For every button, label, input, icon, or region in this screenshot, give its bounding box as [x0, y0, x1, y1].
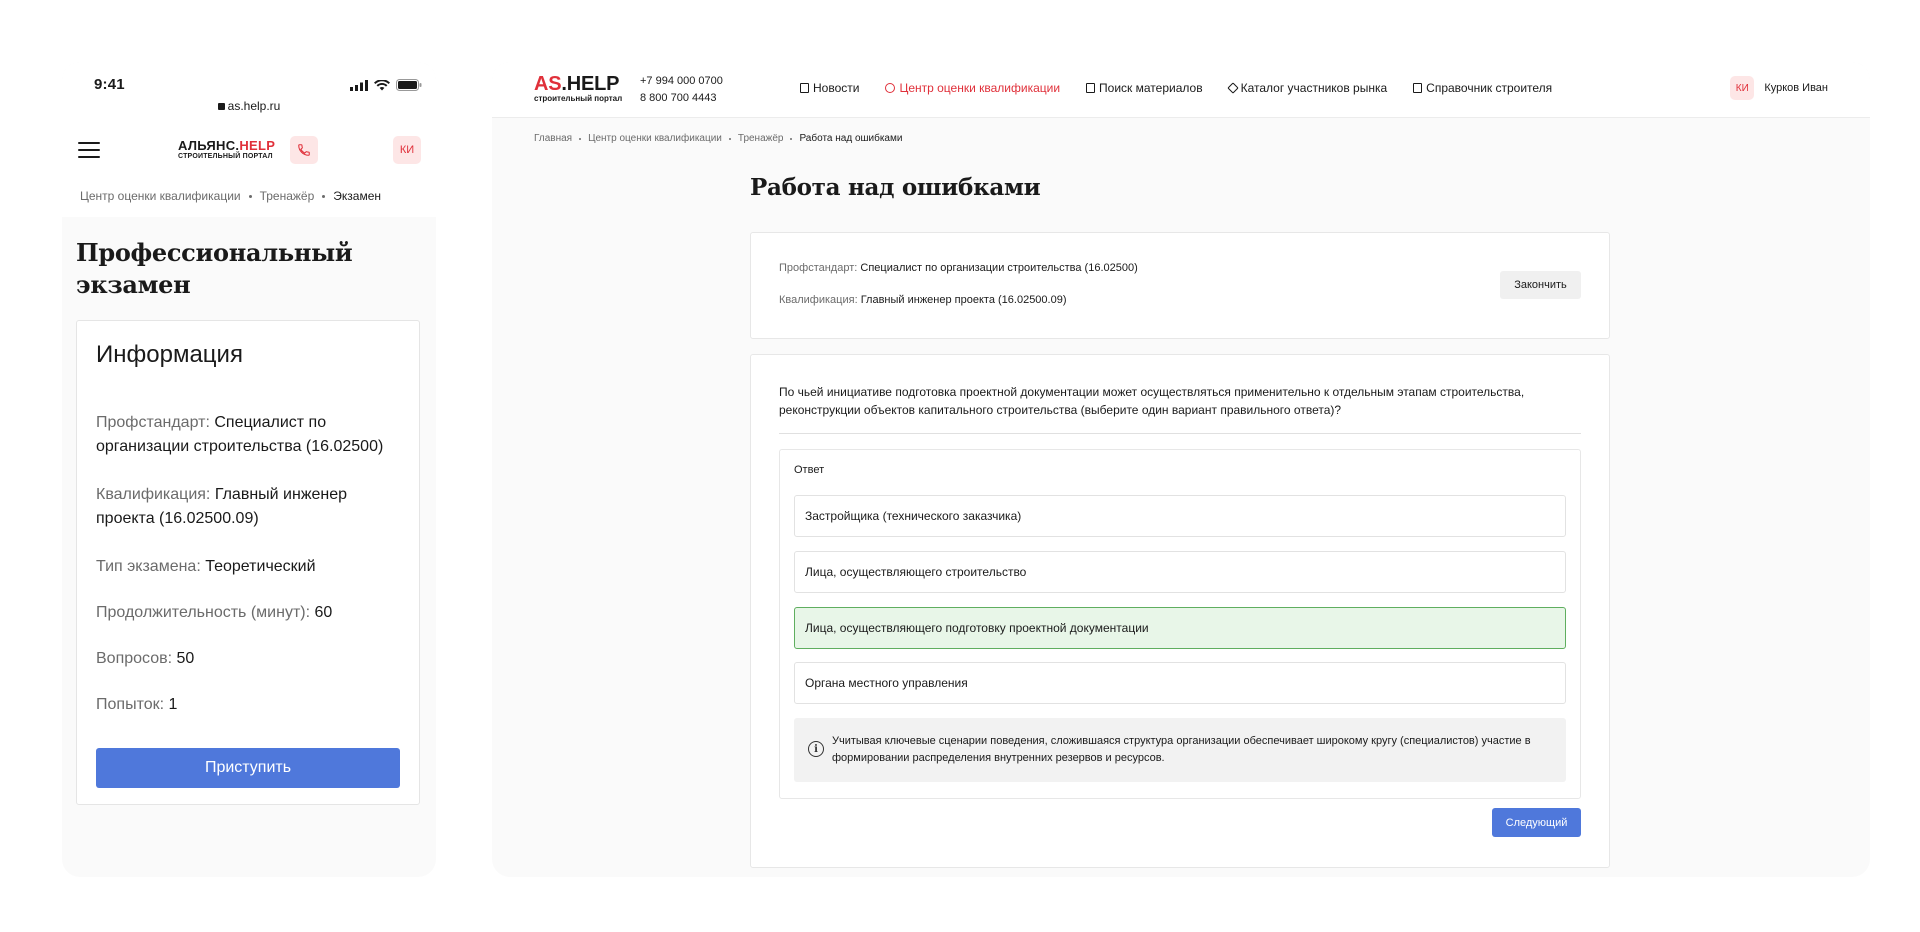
breadcrumb-current: Экзамен [333, 189, 382, 203]
field-label: Продолжительность (минут): [96, 604, 311, 621]
hint-text: Учитывая ключевые сценарии поведения, сложившаяся структура организации обеспечивает широкому кругу (специалистов) участие в формировании распределения внутренних резервов и ресурсов. [832, 735, 1531, 764]
mobile-view [62, 62, 436, 877]
logo[interactable] [178, 138, 275, 160]
exam-info-panel [750, 232, 1610, 339]
logo-text-main: АЛЬЯНС. [178, 138, 240, 153]
info-icon: i [808, 741, 824, 757]
breadcrumb-separator [579, 138, 581, 140]
explanation-hint [794, 718, 1566, 782]
browser-url[interactable] [62, 99, 436, 113]
phone-number[interactable]: 8 800 700 4443 [640, 92, 717, 104]
answer-option[interactable]: Органа местного управления [794, 662, 1566, 704]
field-attempts [96, 693, 406, 717]
info-card-heading: Информация [96, 341, 243, 368]
field-label: Вопросов: [96, 650, 173, 667]
field-value: 50 [176, 650, 195, 667]
answer-option-correct[interactable]: Лица, осуществляющего подготовку проектной документации [794, 607, 1566, 649]
divider [779, 433, 1581, 434]
phone-numbers [640, 73, 723, 107]
nav-item-label: Центр оценки квалификации [899, 81, 1061, 95]
site-header [492, 62, 1870, 118]
nav-item-label: Поиск материалов [1099, 81, 1203, 95]
field-value: Главный инженер проекта (16.02500.09) [96, 486, 348, 527]
nav-item-qualification-center[interactable] [885, 81, 1060, 95]
phone-icon [297, 143, 311, 157]
page-title: Профессиональный экзамен [76, 238, 353, 299]
status-time: 9:41 [94, 76, 125, 93]
breadcrumb-item[interactable]: Тренажёр [737, 133, 784, 144]
field-label: Квалификация: [96, 486, 211, 503]
url-text: as.help.ru [227, 99, 281, 113]
breadcrumb-separator [790, 138, 792, 140]
breadcrumb-current: Работа над ошибками [799, 133, 903, 144]
logo-text-help: .HELP [561, 73, 620, 95]
battery-icon [396, 79, 422, 91]
hamburger-menu-icon[interactable] [78, 142, 100, 158]
info-label: Квалификация: [779, 294, 858, 306]
breadcrumb-item[interactable]: Центр оценки квалификации [588, 133, 722, 144]
field-exam-type [96, 555, 406, 579]
nav-item-materials-search[interactable] [1086, 81, 1203, 95]
avatar[interactable]: КИ [393, 136, 421, 164]
field-label: Тип экзамена: [96, 558, 201, 575]
user-name: Курков Иван [1764, 82, 1828, 94]
logo-subtitle: строительный портал [534, 94, 623, 103]
info-qualification [779, 294, 1067, 306]
logo-text-main: AS [534, 73, 562, 95]
lock-icon [218, 103, 225, 110]
field-label: Попыток: [96, 696, 165, 713]
nav-item-label: Справочник строителя [1426, 81, 1553, 95]
question-text: По чьей инициативе подготовка проектной документации может осуществляться применительно к отдельным этапам строительства, реконструкции объектов капитального строительства (выберите один вариант правильного ответа)? [779, 385, 1525, 417]
document-search-icon [1086, 83, 1095, 93]
breadcrumb [80, 189, 381, 203]
clock-icon [885, 83, 895, 93]
field-value: Теоретический [205, 558, 316, 575]
info-standard [779, 262, 1138, 274]
nav-item-label: Новости [813, 81, 860, 95]
answer-group [779, 449, 1581, 799]
field-label: Профстандарт: [96, 414, 210, 431]
answer-option[interactable]: Застройщика (технического заказчика) [794, 495, 1566, 537]
breadcrumb-item[interactable]: Тренажёр [259, 189, 315, 203]
breadcrumb-separator [729, 138, 731, 140]
newspaper-icon [800, 83, 809, 93]
breadcrumb-item[interactable]: Центр оценки квалификации [80, 189, 241, 203]
status-icons [350, 79, 422, 91]
field-standard [96, 411, 406, 459]
logo-subtitle: СТРОИТЕЛЬНЫЙ ПОРТАЛ [178, 153, 273, 160]
page-title: Работа над ошибками [750, 174, 1041, 201]
start-button[interactable]: Приступить [96, 748, 400, 788]
phone-number[interactable]: +7 994 000 0700 [640, 75, 723, 87]
user-menu[interactable] [1730, 76, 1828, 100]
field-value: 60 [314, 604, 333, 621]
mobile-top-bar [62, 62, 436, 217]
layers-icon [1227, 82, 1238, 93]
field-value: 1 [168, 696, 178, 713]
question-panel [750, 354, 1610, 868]
avatar: КИ [1730, 76, 1754, 100]
nav-item-market-catalog[interactable] [1229, 81, 1388, 95]
info-value: Специалист по организации строительства (16.02500) [860, 262, 1138, 274]
desktop-view [492, 62, 1870, 877]
nav-item-label: Каталог участников рынка [1240, 81, 1388, 95]
info-card [76, 320, 420, 805]
books-icon [1413, 83, 1422, 93]
breadcrumb-item[interactable]: Главная [534, 133, 573, 144]
breadcrumb [534, 133, 902, 144]
signal-icon [350, 80, 368, 91]
field-qualification [96, 483, 406, 531]
info-label: Профстандарт: [779, 262, 858, 274]
field-duration [96, 601, 406, 625]
breadcrumb-separator [249, 195, 252, 198]
main-nav [800, 81, 1552, 95]
logo-text-help: HELP [239, 138, 276, 153]
nav-item-builder-reference[interactable] [1413, 81, 1552, 95]
field-value: Специалист по организации строительства (16.02500) [96, 414, 384, 455]
breadcrumb-separator [322, 195, 325, 198]
field-questions [96, 647, 406, 671]
finish-button[interactable]: Закончить [1500, 271, 1581, 299]
answer-option[interactable]: Лица, осуществляющего строительство [794, 551, 1566, 593]
wifi-icon [374, 80, 390, 91]
next-button[interactable]: Следующий [1492, 808, 1581, 837]
info-value: Главный инженер проекта (16.02500.09) [860, 294, 1067, 306]
nav-item-news[interactable] [800, 81, 859, 95]
status-bar [62, 76, 436, 96]
logo[interactable] [534, 74, 622, 103]
answer-label: Ответ [794, 464, 825, 476]
call-button[interactable] [290, 136, 318, 164]
